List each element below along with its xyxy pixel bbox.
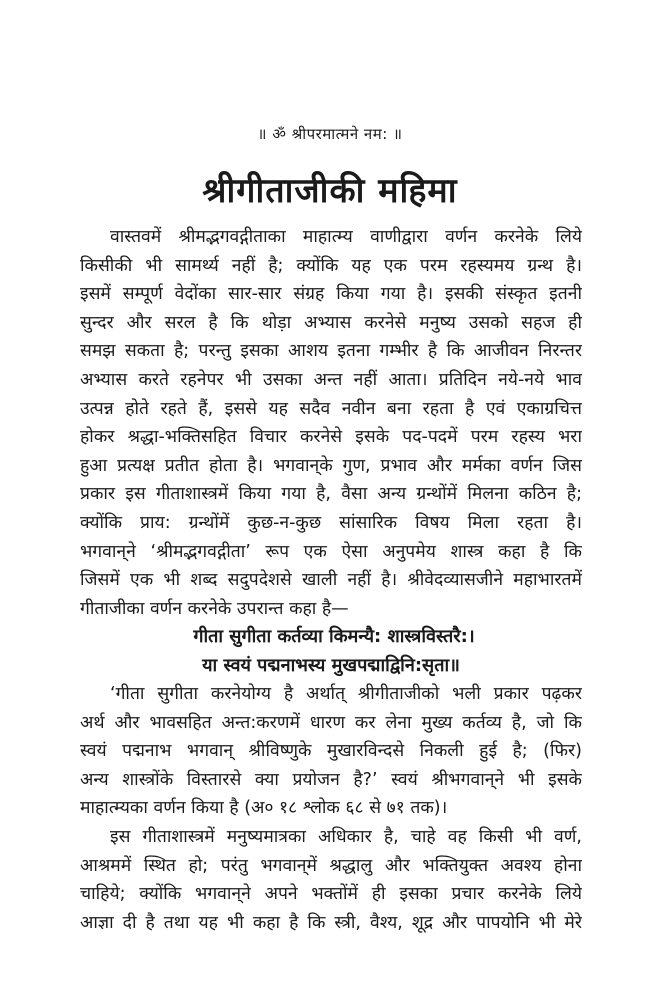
text-line: स्वयं पद्मनाभ भगवान् श्रीविष्णुके मुखारविन्दसे निकली हुई है; (फिर) [80, 741, 582, 762]
text-line: अभ्यास करते रहनेपर भी उसका अन्त नहीं आता। प्रतिदिन नये-नये भाव [80, 369, 582, 390]
text-line: क्योंकि प्राय: ग्रन्थोंमें कुछ-न-कुछ सांसारिक विषय मिला रहता है। [80, 512, 582, 533]
paragraph-2 [80, 680, 582, 823]
text-line: चाहिये; क्योंकि भगवान्‌ने अपने भक्तोंमें ही इसका प्रचार करनेके लिये [80, 884, 582, 905]
text-line: भगवान्‌ने ‘श्रीमद्भगवद्गीता’ रूप एक ऐसा अनुपमेय शास्त्र कहा है कि [80, 541, 582, 562]
paragraph-3 [80, 823, 582, 937]
text-line: किसीकी भी सामर्थ्य नहीं है; क्योंकि यह एक परम रहस्यमय ग्रन्थ है। [80, 255, 582, 276]
text-line: अर्थ और भावसहित अन्त:करणमें धारण कर लेना मुख्य कर्तव्य है, जो कि [80, 712, 582, 733]
text-line: समझ सकता है; परन्तु इसका आशय इतना गम्भीर है कि आजीवन निरन्तर [80, 341, 582, 362]
invocation-line: ॥ ॐ श्रीपरमात्मने नम: ॥ [257, 125, 403, 143]
verse-line: गीता सुगीता कर्तव्या किमन्यै: शास्त्रविस्तरै:। [193, 626, 475, 647]
text-line: माहात्म्यका वर्णन किया है (अ० १८ श्लोक ६८ से ७१ तक)। [80, 798, 448, 819]
text-line: सुन्दर और सरल है कि थोड़ा अभ्यास करनेसे मनुष्य उसको सहज ही [80, 312, 582, 333]
text-line: जिसमें एक भी शब्द सदुपदेशसे खाली नहीं है। श्रीवेदव्यासजीने महाभारतमें [80, 570, 582, 591]
verse-line: या स्वयं पद्मनाभस्य मुखपद्माद्विनि:सृता॥ [202, 655, 460, 676]
text-line: गीताजीका वर्णन करनेके उपरान्त कहा है— [80, 598, 349, 619]
text-line: इस गीताशास्त्रमें मनुष्यमात्रका अधिकार है, चाहे वह किसी भी वर्ण, [110, 827, 582, 847]
text-line: आज्ञा दी है तथा यह भी कहा है कि स्त्री, वैश्य, शूद्र और पापयोनि भी मेरे [80, 912, 582, 933]
verse-block [80, 622, 582, 680]
text-line: इसमें सम्पूर्ण वेदोंका सार-सार संग्रह किया गया है। इसकी संस्कृत इतनी [80, 284, 582, 305]
page-title: श्रीगीताजीकी महिमा [202, 171, 458, 211]
text-line: ‘गीता सुगीता करनेयोग्य है अर्थात् श्रीगीताजीको भली प्रकार पढ़कर [110, 684, 582, 704]
text-line: होकर श्रद्धा-भक्तिसहित विचार करनेसे इसके पद-पदमें परम रहस्य भरा [80, 427, 582, 448]
text-line: आश्रममें स्थित हो; परंतु भगवान्‌में श्रद्धालु और भक्तियुक्त अवश्य होना [80, 855, 582, 876]
text-line: वास्तवमें श्रीमद्भगवद्गीताका माहात्म्य वाणीद्वारा वर्णन करनेके लिये [110, 227, 582, 247]
text-line: उत्पन्न होते रहते हैं, इससे यह सदैव नवीन बना रहता है एवं एकाग्रचित्त [80, 398, 582, 419]
text-line: अन्य शास्त्रोंके विस्तारसे क्या प्रयोजन है?’ स्वयं श्रीभगवान्‌ने भी इसके [80, 769, 582, 790]
text-line: प्रकार इस गीताशास्त्रमें किया गया है, वैसा अन्य ग्रन्थोंमें मिलना कठिन है; [80, 484, 582, 505]
text-line: हुआ प्रत्यक्ष प्रतीत होता है। भगवान्‌के गुण, प्रभाव और मर्मका वर्णन जिस [80, 455, 582, 476]
paragraph-1 [80, 223, 582, 623]
